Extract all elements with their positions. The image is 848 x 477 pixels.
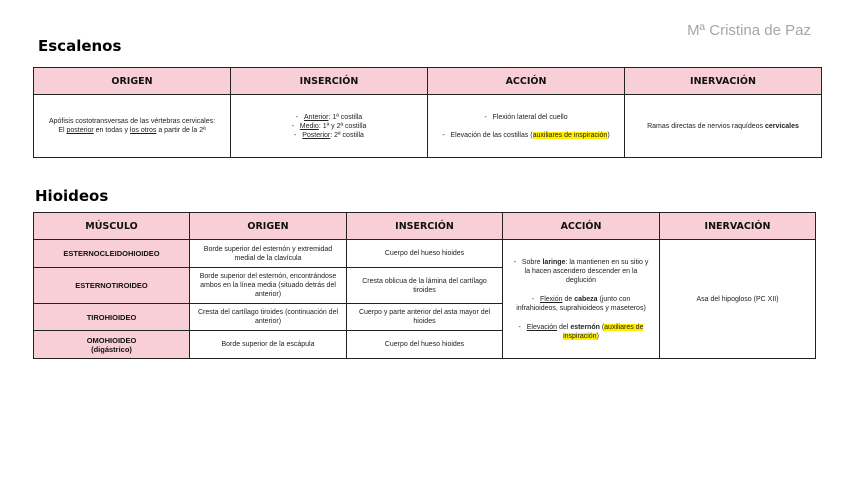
escalenos-accion-cell [428,95,625,158]
escalenos-insercion-cell [231,95,428,158]
accion-elevacion-esternon: - Elevación del esternón (auxiliares de inspiración) [518,323,644,340]
origen-cell: Borde superior del esternón y extremidad medial de la clavícula [190,240,347,268]
header-musculo: MÚSCULO [34,213,190,240]
hioideos-inervacion-cell: Asa del hipogloso (PC XII) [660,240,816,359]
origen-cell: Cresta del cartílago tiroides (continuación del anterior) [190,304,347,331]
header-origen: ORIGEN [34,68,231,95]
section-title-escalenos: Escalenos [38,37,122,55]
insercion-cell: Cuerpo del hueso hioides [347,331,503,359]
header-insercion: INSERCIÓN [231,68,428,95]
hioideos-accion-cell [503,240,660,359]
origen-mid: en todas y [93,127,130,134]
header-origen: ORIGEN [190,213,347,240]
insercion-cell: Cuerpo y parte anterior del asta mayor del hioides [347,304,503,331]
header-inervacion: INERVACIÓN [625,68,822,95]
origen-los-otros: los otros [129,127,157,134]
origen-line1: Apófisis costotransversas de las vértebras cervicales: [48,118,216,125]
origen-cell: Borde superior de la escápula [190,331,347,359]
table-row [34,240,816,268]
insercion-item-posterior: - Posterior: 2ª costilla [294,131,364,139]
section-title-hioideos: Hioideos [35,187,109,205]
header-accion: ACCIÓN [428,68,625,95]
escalenos-table [33,67,822,158]
musculo-omohioideo: OMOHIOIDEO (digástrico) [34,331,190,359]
origen-el: El [58,127,67,134]
accion-item-flexion: - Flexión lateral del cuello [484,113,568,121]
accion-item-elevacion: - Elevación de las costillas (auxiliares de inspiración) [442,131,610,139]
accion-flexion-cabeza: - Flexión de cabeza (junto con infrahioideos, suprahioideos y maseteros) [516,295,646,312]
header-insercion: INSERCIÓN [347,213,503,240]
hioideos-table [33,212,816,359]
musculo-esternotiroideo: ESTERNOTIROIDEO [34,268,190,304]
accion-laringe: - Sobre laringe: la mantienen en su sitio y la hacen ascendero descender en la deglución [513,258,649,284]
origen-cell: Borde superior del esternón, encontrándose ambos en la línea media (situado detrás del anterior) [190,268,347,304]
inervacion-cervicales: cervicales [765,122,799,130]
escalenos-inervacion-cell: Ramas directas de nervios raquídeos cervicales [625,95,822,158]
musculo-tirohioideo: TIROHIOIDEO [34,304,190,331]
insercion-cell: Cresta oblicua de la lámina del cartílago tiroides [347,268,503,304]
insercion-item-anterior: - Anterior: 1ª costilla [295,113,363,121]
origen-line2 [39,126,225,135]
insercion-item-medio: - Medio: 1ª y 2ª costilla [291,122,367,130]
highlight-auxiliares: auxiliares de inspiración [563,323,644,340]
origen-end: a partir de la 2ª [156,127,206,134]
musculo-sub: (digástrico) [91,344,132,354]
header-accion: ACCIÓN [503,213,660,240]
header-inervacion: INERVACIÓN [660,213,816,240]
escalenos-origen-cell [34,95,231,158]
insercion-cell: Cuerpo del hueso hioides [347,240,503,268]
highlight-auxiliares: auxiliares de inspiración [532,131,608,139]
origen-posterior: posterior [66,127,94,134]
musculo-esternocleidohioideo: ESTERNOCLEIDOHIOIDEO [34,240,190,268]
author-name: Mª Cristina de Paz [687,22,811,39]
